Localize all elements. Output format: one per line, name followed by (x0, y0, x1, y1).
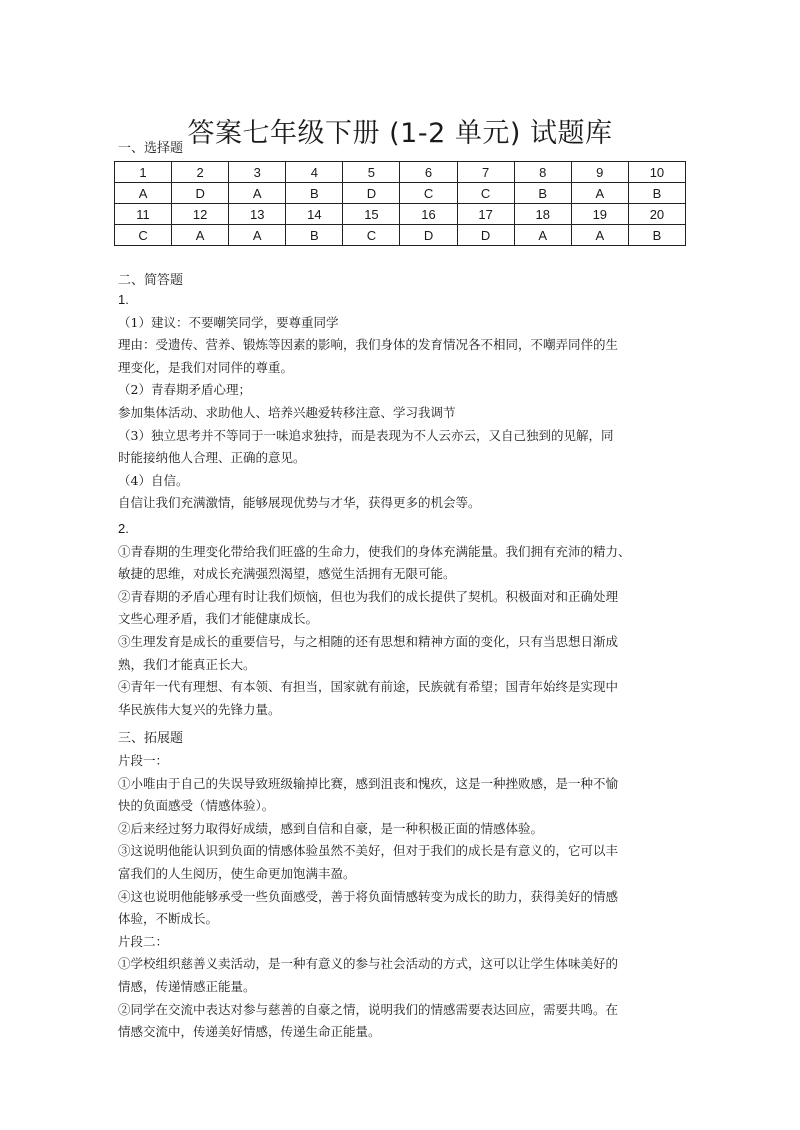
text-line: 华民族伟大复兴的先锋力量。 (118, 701, 281, 717)
table-row (115, 225, 686, 246)
answer-cell: C (115, 225, 172, 246)
text-line: 理变化，是我们对同伴的尊重。 (118, 359, 294, 375)
text-line: 时能接纳他人合理、正确的意见。 (118, 450, 306, 466)
text-line: 自信让我们充满激情，能够展现优势与才华，获得更多的机会等。 (118, 495, 481, 511)
answer-cell: C (457, 183, 514, 204)
table-row (115, 162, 686, 183)
text-line: （4）自信。 (118, 472, 189, 488)
question-number-cell: 3 (229, 162, 286, 183)
text-line: ④青年一代有理想、有本领、有担当，国家就有前途，民族就有希望；国青年始终是实现中 (118, 679, 619, 695)
question-1-number: 1. (118, 292, 129, 307)
table-row (115, 183, 686, 204)
text-line: 敏捷的思维，对成长充满强烈渴望，感觉生活拥有无限可能。 (118, 566, 456, 582)
question-number-cell: 4 (286, 162, 343, 183)
answer-cell: A (229, 225, 286, 246)
text-line: 快的负面感受（情感体验）。 (118, 798, 275, 814)
answer-table (114, 161, 686, 246)
extension-answers (118, 750, 690, 1044)
answer-cell: D (172, 183, 229, 204)
answer-cell: D (343, 183, 400, 204)
question-number-cell: 18 (514, 204, 571, 225)
question-number-cell: 19 (571, 204, 628, 225)
answer-cell: B (628, 225, 685, 246)
question-number-cell: 2 (172, 162, 229, 183)
text-line: ③这说明他能认识到负面的情感体验虽然不美好，但对于我们的成长是有意义的，它可以丰 (118, 843, 619, 859)
question-2-answer (118, 541, 690, 722)
section-3-heading: 三、拓展题 (118, 731, 184, 746)
question-number-cell: 9 (571, 162, 628, 183)
question-number-cell: 17 (457, 204, 514, 225)
answer-cell: B (628, 183, 685, 204)
text-line: ①青春期的生理变化带给我们旺盛的生命力，使我们的身体充满能量。我们拥有充沛的精力、 (118, 543, 631, 559)
answer-cell: B (514, 183, 571, 204)
text-line: 情感，传递情感正能量。 (118, 978, 256, 994)
text-line: 文些心理矛盾，我们才能健康成长。 (118, 611, 319, 627)
text-line: 情感交流中，传递美好情感，传递生命正能量。 (118, 1024, 381, 1040)
question-2 (118, 518, 690, 721)
answer-cell: A (115, 183, 172, 204)
table-row (115, 204, 686, 225)
question-number-cell: 8 (514, 162, 571, 183)
question-number-cell: 14 (286, 204, 343, 225)
text-line: ④这也说明他能够承受一些负面感受，善于将负面情感转变为成长的助力，获得美好的情感 (118, 888, 619, 904)
text-line: 富我们的人生阅历，使生命更加饱满丰盈。 (118, 865, 356, 881)
page-title: 答案七年级下册 (1-2 单元) 试题库 (187, 118, 613, 150)
question-number-cell: 7 (457, 162, 514, 183)
text-line: 熟，我们才能真正长大。 (118, 656, 256, 672)
answer-cell: A (571, 225, 628, 246)
answer-cell: A (229, 183, 286, 204)
section-2-heading: 二、简答题 (118, 273, 184, 288)
answer-cell: C (400, 183, 457, 204)
text-line: ③生理发育是成长的重要信号，与之相随的还有思想和精神方面的变化，只有当思想日渐成 (118, 633, 619, 649)
answer-cell: A (172, 225, 229, 246)
text-line: 理由：受遗传、营养、锻炼等因素的影响，我们身体的发育情况各不相同，不嘲弄同伴的生 (118, 337, 619, 353)
text-line: 体验，不断成长。 (118, 911, 219, 927)
question-number-cell: 6 (400, 162, 457, 183)
answer-cell: C (343, 225, 400, 246)
text-line: ①学校组织慈善义卖活动，是一种有意义的参与社会活动的方式，这可以让学生体味美好的 (118, 956, 619, 972)
question-2-number: 2. (118, 521, 129, 536)
text-line: ②同学在交流中表达对参与慈善的自豪之情，说明我们的情感需要表达回应，需要共鸣。在 (118, 1001, 619, 1017)
text-line: 参加集体活动、求助他人、培养兴趣爱转移注意、学习我调节 (118, 404, 456, 420)
answer-cell: A (514, 225, 571, 246)
question-number-cell: 20 (628, 204, 685, 225)
extension-answer-lines (118, 750, 690, 1044)
section-1-heading: 一、选择题 (118, 141, 184, 156)
question-number-cell: 12 (172, 204, 229, 225)
question-1 (118, 289, 690, 515)
answer-cell: A (571, 183, 628, 204)
text-line: （1）建议：不要嘲笑同学，要尊重同学 (118, 314, 339, 330)
answer-cell: D (400, 225, 457, 246)
answer-cell: B (286, 225, 343, 246)
question-1-answer (118, 312, 690, 515)
text-line: ①小唯由于自己的失误导致班级输掉比赛，感到沮丧和愧疚，这是一种挫败感，是一种不愉 (118, 775, 619, 791)
text-line: ②青春期的矛盾心理有时让我们烦恼，但也为我们的成长提供了契机。积极面对和正确处理 (118, 588, 619, 604)
text-line: （3）独立思考并不等同于一味追求独持，而是表现为不人云亦云，又自己独到的见解，同 (118, 427, 614, 443)
question-number-cell: 10 (628, 162, 685, 183)
text-line: 片段二： (118, 933, 169, 949)
answer-cell: D (457, 225, 514, 246)
text-line: ②后来经过努力取得好成绩，感到自信和自豪，是一种积极正面的情感体验。 (118, 820, 544, 836)
text-line: （2）青春期矛盾心理； (118, 382, 251, 398)
question-number-cell: 1 (115, 162, 172, 183)
question-number-cell: 5 (343, 162, 400, 183)
text-line: 片段一： (118, 753, 169, 768)
question-number-cell: 16 (400, 204, 457, 225)
question-number-cell: 15 (343, 204, 400, 225)
question-number-cell: 11 (115, 204, 172, 225)
answer-cell: B (286, 183, 343, 204)
question-number-cell: 13 (229, 204, 286, 225)
